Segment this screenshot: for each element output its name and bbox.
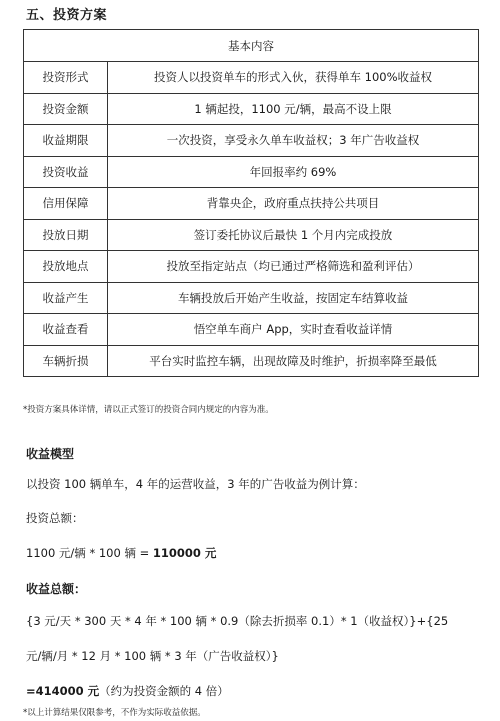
income-formula-line-2: 元/辆/月 * 12 月 * 100 辆 * 3 年（广告收益权）} xyxy=(26,649,279,663)
row-value: 一次投资，享受永久单车收益权；3 年广告收益权 xyxy=(108,125,479,157)
row-label: 车辆折损 xyxy=(24,345,108,377)
calculation-footnote: *以上计算结果仅限参考，不作为实际收益依据。 xyxy=(23,708,206,718)
row-label: 收益期限 xyxy=(24,125,108,157)
investment-formula-text: 1100 元/辆 * 100 辆 = xyxy=(26,546,153,560)
income-result-value: =414000 元 xyxy=(26,684,100,698)
table-row xyxy=(24,314,479,346)
table-row xyxy=(24,93,479,125)
row-label: 投资收益 xyxy=(24,156,108,188)
row-label: 投资形式 xyxy=(24,62,108,94)
row-value: 投放至指定站点（均已通过严格筛选和盈利评估） xyxy=(108,251,479,283)
investment-formula xyxy=(26,545,216,561)
model-intro: 以投资 100 辆单车，4 年的运营收益，3 年的广告收益为例计算： xyxy=(26,477,365,491)
income-result-note: （约为投资金额的 4 倍） xyxy=(99,684,229,698)
table-header-row xyxy=(24,30,479,62)
investment-result: 110000 元 xyxy=(152,546,217,560)
investment-plan-table xyxy=(23,29,479,377)
row-value: 背靠央企，政府重点扶持公共项目 xyxy=(108,188,479,220)
table-row xyxy=(24,125,479,157)
row-value: 投资人以投资单车的形式入伙，获得单车 100%收益权 xyxy=(108,62,479,94)
table-row xyxy=(24,345,479,377)
table-row xyxy=(24,188,479,220)
row-value: 年回报率约 69% xyxy=(108,156,479,188)
income-total-title: 收益总额： xyxy=(26,582,87,596)
row-label: 收益产生 xyxy=(24,282,108,314)
table-row xyxy=(24,282,479,314)
income-formula-line-1: {3 元/天 * 300 天 * 4 年 * 100 辆 * 0.9（除去折损率 0.1）* 1（收益权）}+{25 xyxy=(26,614,449,628)
row-value: 车辆投放后开始产生收益，按固定车结算收益 xyxy=(108,282,479,314)
row-value: 平台实时监控车辆，出现故障及时维护，折损率降至最低 xyxy=(108,345,479,377)
table-body xyxy=(24,62,479,377)
table-row xyxy=(24,251,479,283)
section-title: 五、投资方案 xyxy=(26,8,108,23)
row-value: 悟空单车商户 App，实时查看收益详情 xyxy=(108,314,479,346)
table-row xyxy=(24,219,479,251)
row-label: 收益查看 xyxy=(24,314,108,346)
row-label: 投资金额 xyxy=(24,93,108,125)
table-footnote: *投资方案具体详情，请以正式签订的投资合同内规定的内容为准。 xyxy=(23,405,274,415)
investment-total-label: 投资总额： xyxy=(26,511,84,525)
model-title: 收益模型 xyxy=(26,447,75,461)
row-value: 签订委托协议后最快 1 个月内完成投放 xyxy=(108,219,479,251)
row-label: 投放日期 xyxy=(24,219,108,251)
table-row xyxy=(24,62,479,94)
row-label: 投放地点 xyxy=(24,251,108,283)
table-row xyxy=(24,156,479,188)
table-header: 基本内容 xyxy=(24,30,479,62)
income-result xyxy=(26,683,229,699)
row-value: 1 辆起投，1100 元/辆，最高不设上限 xyxy=(108,93,479,125)
row-label: 信用保障 xyxy=(24,188,108,220)
